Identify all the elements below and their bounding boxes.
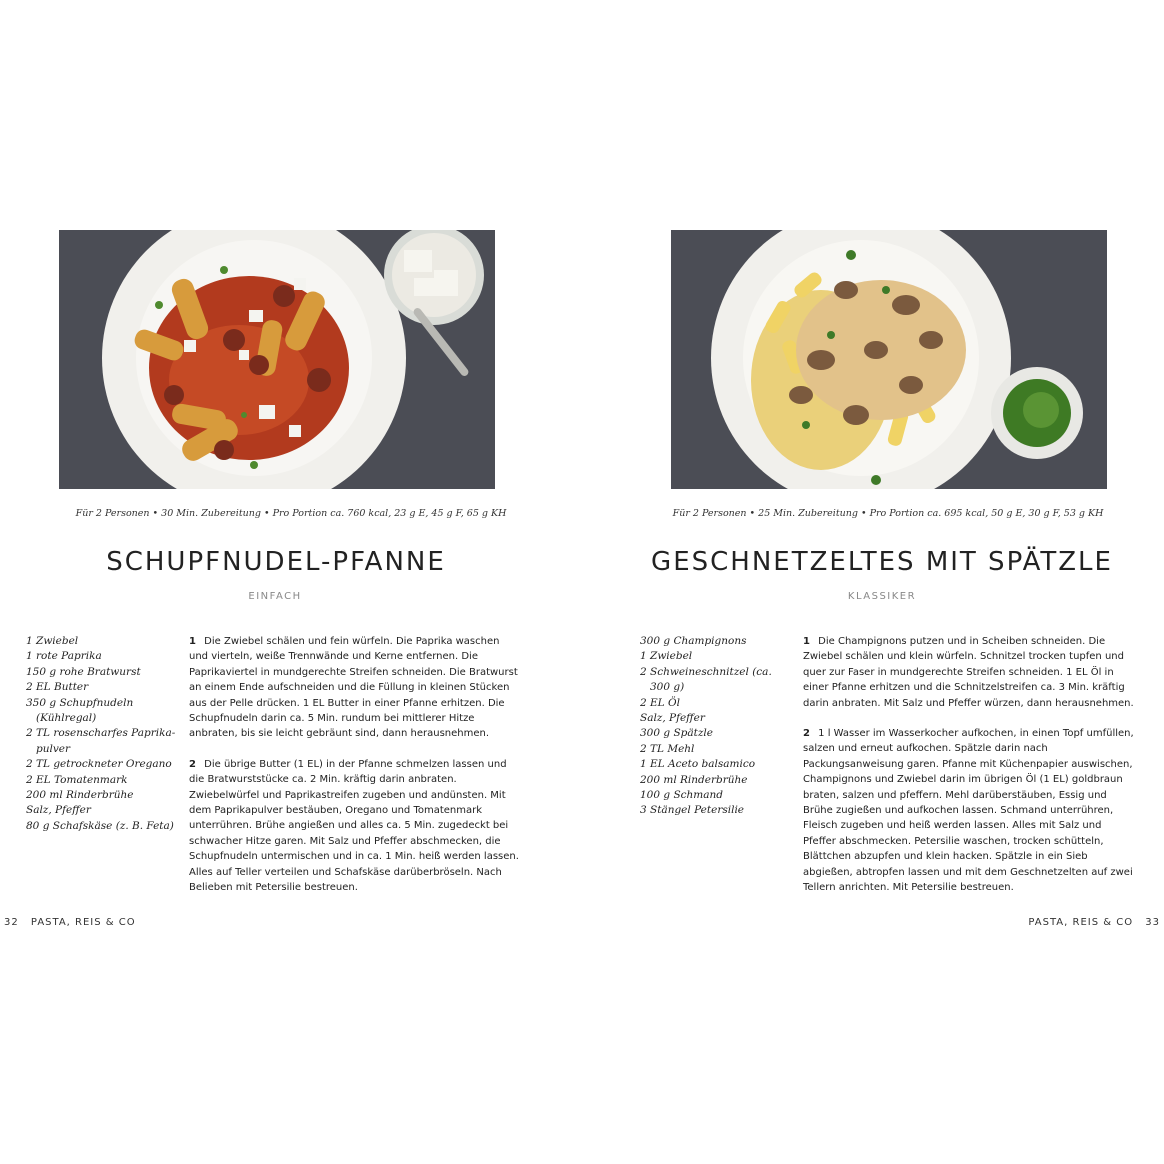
page-footer xyxy=(1028,917,1160,928)
geschnetzeltes-photo xyxy=(671,230,1107,489)
ingredient-list xyxy=(640,634,795,819)
page-footer xyxy=(4,917,136,928)
ingredient-item: 300 g Spätzle xyxy=(640,727,713,740)
step-text: 1 l Wasser im Wasserkocher aufkochen, in einen Topf umfüllen, salzen und erneut aufkochen. Spätzle darin nach Packungsanweisung garen. Pfanne mit Küchenpapier auswischen, Champignons und Zwiebel darin im übrigen Öl (1 EL) goldbraun braten, salzen und pfeffern. Mehl darüberstäuben, Essig und Brühe zugießen und aufkochen lassen. Schmand unterrühren, Fleisch zugeben und heiß werden lassen. Alles mit Salz und Pfeffer abschmecken. Petersilie waschen, trocken schütteln, Blättchen abzupfen und klein hacken. Spätzle in ein Sieb abgießen, abtropfen lassen und mit dem Geschnetzelten auf zwei Tellern anrichten. Mit Petersilie bestreuen. xyxy=(803,728,1134,894)
instruction-step xyxy=(189,634,521,742)
step-number: 2 xyxy=(803,728,810,740)
ingredient-item: 1 Zwiebel xyxy=(26,635,79,647)
step-text: Die Champignons putzen und in Scheiben schneiden. Die Zwiebel schälen und klein würfeln. Schnitzel trocken tupfen und quer zur Faser in mundgerechte Streifen schneiden. 1 EL Öl in einer Pfanne erhitzen und die Schnitzelstreifen ca. 3 Min. kräftig darin anbraten. Mit Salz und Pfeffer würzen, dann herausnehmen. xyxy=(803,636,1134,709)
ingredient-item: 3 Stängel Petersilie xyxy=(640,804,745,817)
ingredient-item: 2 TL Mehl xyxy=(640,742,695,755)
schupfnudel-photo xyxy=(59,230,495,489)
ingredient-item: Salz, Pfeffer xyxy=(640,712,705,725)
recipe-meta: Für 2 Personen • 25 Min. Zubereitung • Pro Portion ca. 695 kcal, 50 g E, 30 g F, 53 g KH xyxy=(672,508,1104,519)
instruction-step xyxy=(803,634,1135,711)
recipe-category: EINFACH xyxy=(248,591,302,602)
instruction-steps xyxy=(803,634,1135,911)
recipe-category: KLASSIKER xyxy=(847,591,917,602)
ingredient-item: 300 g Champignons xyxy=(640,635,747,647)
instruction-steps xyxy=(189,634,521,911)
step-text: Die übrige Butter (1 EL) in der Pfanne schmelzen lassen und die Bratwurststücke ca. 2 Min. kräftig darin anbraten. Zwiebelwürfel und Paprikastreifen zugeben und andünsten. Mit dem Paprikapulver bestäuben, Oregano und Tomatenmark unterrühren. Brühe angießen und alles ca. 5 Min. zugedeckt bei schwacher Hitze garen. Mit Salz und Pfeffer abschmecken, die Schupfnudeln untermischen und in ca. 1 Min. heiß werden lassen. Alles auf Teller verteilen und Schafskäse darüberbröseln. Nach Belieben mit Petersilie bestreuen. xyxy=(189,758,519,894)
ingredient-item: 1 Zwiebel xyxy=(640,650,693,663)
recipe-title: SCHUPFNUDEL-PFANNE xyxy=(106,547,446,577)
ingredient-item: 100 g Schmand xyxy=(640,789,723,802)
right-page xyxy=(582,0,1164,1164)
recipe-meta: Für 2 Personen • 30 Min. Zubereitung • Pro Portion ca. 760 kcal, 23 g E, 45 g F, 65 g KH xyxy=(75,508,507,519)
ingredient-item: Salz, Pfeffer xyxy=(26,804,91,817)
ingredient-item: 2 EL Tomatenmark xyxy=(26,773,128,786)
ingredient-item: 2 Schweineschnitzel (ca. 300 g) xyxy=(640,665,772,694)
ingredient-item: 2 TL getrockneter Oregano xyxy=(26,758,172,771)
instruction-step xyxy=(803,726,1135,895)
step-text: Die Zwiebel schälen und fein würfeln. Die Paprika waschen und vierteln, weiße Trennwände und Kerne entfernen. Die Paprikaviertel in mundgerechte Streifen schneiden. Die Bratwurst an einem Ende aufschneiden und die Füllung in kleinen Stücken aus der Pelle drücken. 1 EL Butter in einer Pfanne erhitzen. Die Schupfnudeln darin ca. 5 Min. rundum bei mittlerer Hitze anbraten, bis sie leicht gebräunt sind, dann herausnehmen. xyxy=(189,636,518,740)
step-number: 1 xyxy=(803,636,810,647)
ingredient-item: 200 ml Rinderbrühe xyxy=(26,789,134,802)
ingredient-list xyxy=(26,634,181,834)
ingredient-item: 200 ml Rinderbrühe xyxy=(640,773,748,786)
ingredient-item: 1 EL Aceto balsamico xyxy=(640,758,756,771)
ingredient-item: 2 EL Öl xyxy=(640,696,680,709)
ingredient-item: 80 g Schafskäse (z. B. Feta) xyxy=(26,819,174,832)
geschnetzeltes-dish-image xyxy=(671,230,1107,489)
ingredient-item: 2 TL rosenscharfes Paprika-pulver xyxy=(26,727,176,755)
instruction-step xyxy=(189,757,521,896)
step-number: 2 xyxy=(189,758,196,770)
ingredient-item: 350 g Schupfnudeln (Kühlregal) xyxy=(26,696,134,725)
ingredient-item: 1 rote Paprika xyxy=(26,650,102,663)
page-number: 32 xyxy=(4,917,19,928)
schupfnudel-dish-image xyxy=(59,230,495,489)
page-number: 33 xyxy=(1145,917,1160,928)
ingredient-item: 2 EL Butter xyxy=(26,681,89,694)
recipe-title: GESCHNETZELTES MIT SPÄTZLE xyxy=(651,547,1113,577)
step-number: 1 xyxy=(189,636,196,647)
ingredient-item: 150 g rohe Bratwurst xyxy=(26,665,141,678)
section-label: PASTA, REIS & CO xyxy=(30,917,136,928)
section-label: PASTA, REIS & CO xyxy=(1028,917,1134,928)
